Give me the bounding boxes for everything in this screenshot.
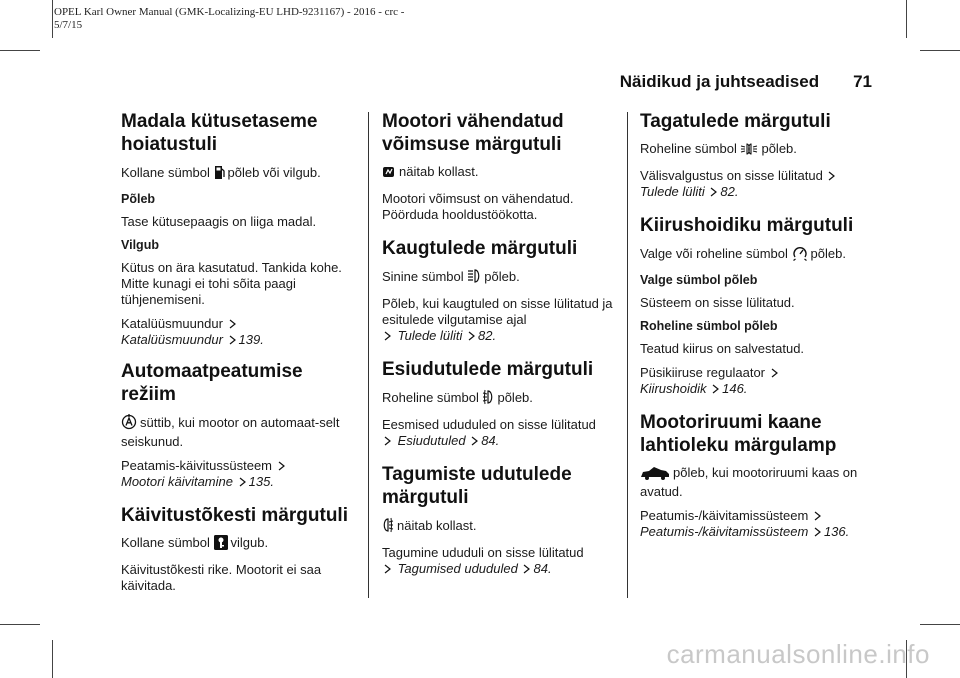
watermark: carmanualsonline.info [666, 639, 930, 669]
reference-arrow-icon [229, 333, 237, 343]
reference-arrow-icon [278, 459, 286, 469]
reduced-power-title-line2: võimsuse märgutuli [382, 134, 562, 155]
car-bonnet-open-icon [640, 466, 670, 484]
rear-fog-ref-link[interactable]: Tagumised ududuled [397, 561, 518, 576]
front-fog-text [382, 417, 618, 449]
cruise-intro-pre: Valge või roheline sümbol [640, 246, 788, 261]
autostop-ref-label: Peatamis-käivitussüsteem [121, 458, 272, 473]
bonnet-open-text [640, 465, 876, 500]
autostop-text-body: süttib, kui mootor on automaat-selt seiskunud. [121, 415, 340, 449]
fuel-intro [121, 164, 357, 184]
front-fog-intro [382, 389, 618, 409]
page-header [620, 72, 872, 92]
immobiliser-text: Käivitustõkesti rike. Mootorit ei saa käivitada. [121, 562, 322, 593]
bonnet-title-line2: lahtioleku märgulamp [640, 435, 837, 456]
high-beam-intro-pre: Sinine sümbol [382, 269, 464, 284]
rear-fog-title [382, 463, 618, 509]
tail-light-intro [640, 141, 876, 160]
high-beam-intro-post: põleb. [484, 269, 520, 284]
high-beam-ref-link[interactable]: Tulede lüliti [397, 328, 463, 343]
immobiliser-title: Käivitustõkesti märgutuli [121, 505, 348, 526]
reduced-power-title-line1: Mootori vähendatud [382, 111, 564, 132]
tail-light-text-body: Välisvalgustus on sisse lülitatud [640, 168, 823, 183]
fuel-text-flash: Kütus on ära kasutatud. Tankida kohe. Mitte kunagi ei tohi sõita paagi tühjenemiseni. [121, 260, 342, 307]
cruise-control-section [640, 214, 876, 397]
document-header [54, 6, 404, 32]
autostop-ref-page[interactable]: 135. [248, 474, 274, 489]
high-beam-ref-page[interactable]: 82. [478, 328, 497, 343]
autostop-text [121, 414, 357, 450]
fuel-text-on: Tase kütusepaagis on liiga madal. [121, 214, 317, 229]
fuel-title-line2: hoiatustuli [121, 134, 218, 155]
fuel-intro-post: põleb või vilgub. [227, 165, 321, 180]
reduced-power-text: Mootori võimsust on vähendatud. Pöörduda hooldustöökotta. [382, 191, 574, 222]
reference-arrow-icon [814, 525, 822, 535]
crop-mark [906, 0, 907, 38]
fuel-title-line1: Madala kütusetaseme [121, 111, 318, 132]
fuel-ref-link[interactable]: Katalüüsmuundur [121, 332, 223, 347]
fuel-ref-label: Katalüüsmuundur [121, 316, 223, 331]
fuel-reference [121, 316, 357, 348]
cruise-control-intro [640, 245, 876, 265]
reference-arrow-icon [828, 169, 836, 179]
reference-arrow-icon [384, 562, 392, 572]
side-light-icon [740, 142, 758, 160]
cruise-control-title: Kiirushoidiku märgutuli [640, 215, 854, 236]
high-beam-icon [467, 268, 481, 288]
crop-mark [52, 0, 53, 38]
cruise-text-green: Teatud kiirus on salvestatud. [640, 341, 805, 356]
cruise-intro-post: põleb. [810, 246, 846, 261]
high-beam-title: Kaugtulede märgutuli [382, 238, 578, 259]
rear-fog-intro [382, 517, 618, 537]
immobiliser-intro [121, 535, 357, 554]
car-key-icon [214, 535, 228, 554]
fuel-sub-flash: Vilgub [121, 238, 159, 252]
autostop-title-line1: Automaatpeatumise [121, 361, 303, 382]
reduced-power-title [382, 110, 618, 156]
front-fog-ref-link[interactable]: Esiudutuled [397, 433, 466, 448]
bonnet-open-title [640, 411, 876, 457]
cruise-sub-white: Valge sümbol põleb [640, 273, 758, 287]
tail-light-intro-post: põleb. [761, 141, 797, 156]
column-1 [121, 110, 357, 602]
cruise-ref-link[interactable]: Kiirushoidik [640, 381, 707, 396]
autostop-ref-link[interactable]: Mootori käivitamine [121, 474, 233, 489]
tail-light-intro-pre: Roheline sümbol [640, 141, 737, 156]
document-header-line1: OPEL Karl Owner Manual (GMK-Localizing-EU LHD-9231167) - 2016 - crc - [54, 6, 405, 18]
crop-mark [920, 50, 960, 51]
fuel-ref-page[interactable]: 139. [238, 332, 264, 347]
document-header-line2: 5/7/15 [54, 19, 83, 31]
high-beam-section [382, 237, 618, 344]
front-fog-ref-page[interactable]: 84. [481, 433, 500, 448]
high-beam-text [382, 296, 618, 344]
reduced-power-section [382, 110, 618, 223]
crop-mark [920, 624, 960, 625]
autostop-a-icon [121, 414, 137, 434]
column-2 [382, 110, 618, 585]
crop-mark [0, 624, 40, 625]
immobiliser-section [121, 504, 357, 594]
high-beam-intro [382, 268, 618, 288]
section-title: Näidikud ja juhtseadised [619, 72, 820, 91]
bonnet-ref-label: Peatumis-/käivitamissüsteem [640, 508, 809, 523]
autostop-title-line2: režiim [121, 384, 176, 405]
bonnet-ref-link[interactable]: Peatumis-/käivitamissüsteem [640, 524, 809, 539]
crop-mark [0, 50, 40, 51]
front-fog-title: Esiudutulede märgutuli [382, 359, 594, 380]
autostop-title [121, 360, 357, 406]
front-fog-intro-post: põleb. [497, 390, 533, 405]
bonnet-title-line1: Mootoriruumi kaane [640, 412, 822, 433]
cruise-text-white: Süsteem on sisse lülitatud. [640, 295, 795, 310]
bonnet-ref-page[interactable]: 136. [823, 524, 850, 539]
immobiliser-intro-pre: Kollane sümbol [121, 535, 210, 550]
rear-fog-section [382, 463, 618, 577]
reduced-power-intro [382, 164, 618, 183]
column-divider [627, 112, 628, 598]
reference-arrow-icon [814, 509, 822, 519]
front-fog-section [382, 358, 618, 449]
front-fog-intro-pre: Roheline sümbol [382, 390, 479, 405]
reference-arrow-icon [229, 317, 237, 327]
bonnet-open-section [640, 411, 876, 540]
rear-fog-text-body: Tagumine ududuli on sisse lülitatud [382, 545, 584, 560]
fuel-pump-icon [214, 164, 225, 184]
front-fog-icon [482, 389, 494, 409]
rear-fog-icon [382, 517, 394, 537]
fuel-warning-title [121, 110, 357, 156]
reference-arrow-icon [712, 382, 720, 392]
reference-arrow-icon [384, 329, 392, 339]
page-number: 71 [853, 72, 872, 91]
reference-arrow-icon [710, 185, 718, 195]
tail-light-ref-page[interactable]: 82. [720, 184, 739, 199]
front-fog-text-body: Eesmised ududuled on sisse lülitatud [382, 417, 596, 432]
bonnet-reference [640, 508, 876, 540]
rear-fog-title-line1: Tagumiste udutulede [382, 464, 572, 485]
speedometer-icon [792, 245, 808, 265]
rear-fog-ref-page[interactable]: 84. [533, 561, 552, 576]
rear-fog-intro-text: näitab kollast. [397, 518, 477, 533]
reference-arrow-icon [468, 329, 476, 339]
reference-arrow-icon [471, 434, 479, 444]
fuel-intro-pre: Kollane sümbol [121, 165, 210, 180]
cruise-sub-green: Roheline sümbol põleb [640, 319, 778, 333]
cruise-ref-label: Püsikiiruse regulaator [640, 365, 766, 380]
autostop-reference [121, 458, 357, 490]
column-3 [640, 110, 876, 548]
reference-arrow-icon [771, 366, 779, 376]
rear-fog-title-line2: märgutuli [382, 487, 469, 508]
fuel-sub-on: Põleb [121, 192, 156, 206]
tail-light-title: Tagatulede märgutuli [640, 111, 831, 132]
reduced-power-intro-text: näitab kollast. [399, 164, 479, 179]
autostop-section [121, 360, 357, 490]
high-beam-text-body: Põleb, kui kaugtuled on sisse lülitatud ja esitulede vilgutamise ajal [382, 296, 613, 327]
rear-fog-text [382, 545, 618, 577]
tail-light-ref-link[interactable]: Tulede lüliti [640, 184, 705, 199]
column-divider [368, 112, 369, 598]
tail-light-text [640, 168, 876, 200]
reference-arrow-icon [384, 434, 392, 444]
fuel-warning-section [121, 110, 357, 348]
engine-power-icon [382, 165, 396, 183]
cruise-reference [640, 365, 876, 397]
bonnet-open-text-body: põleb, kui mootoriruumi kaas on avatud. [640, 465, 858, 499]
immobiliser-intro-post: vilgub. [230, 535, 269, 550]
crop-mark [52, 640, 53, 678]
cruise-ref-page[interactable]: 146. [722, 381, 748, 396]
tail-light-section [640, 110, 876, 200]
reference-arrow-icon [239, 475, 247, 485]
reference-arrow-icon [523, 562, 531, 572]
